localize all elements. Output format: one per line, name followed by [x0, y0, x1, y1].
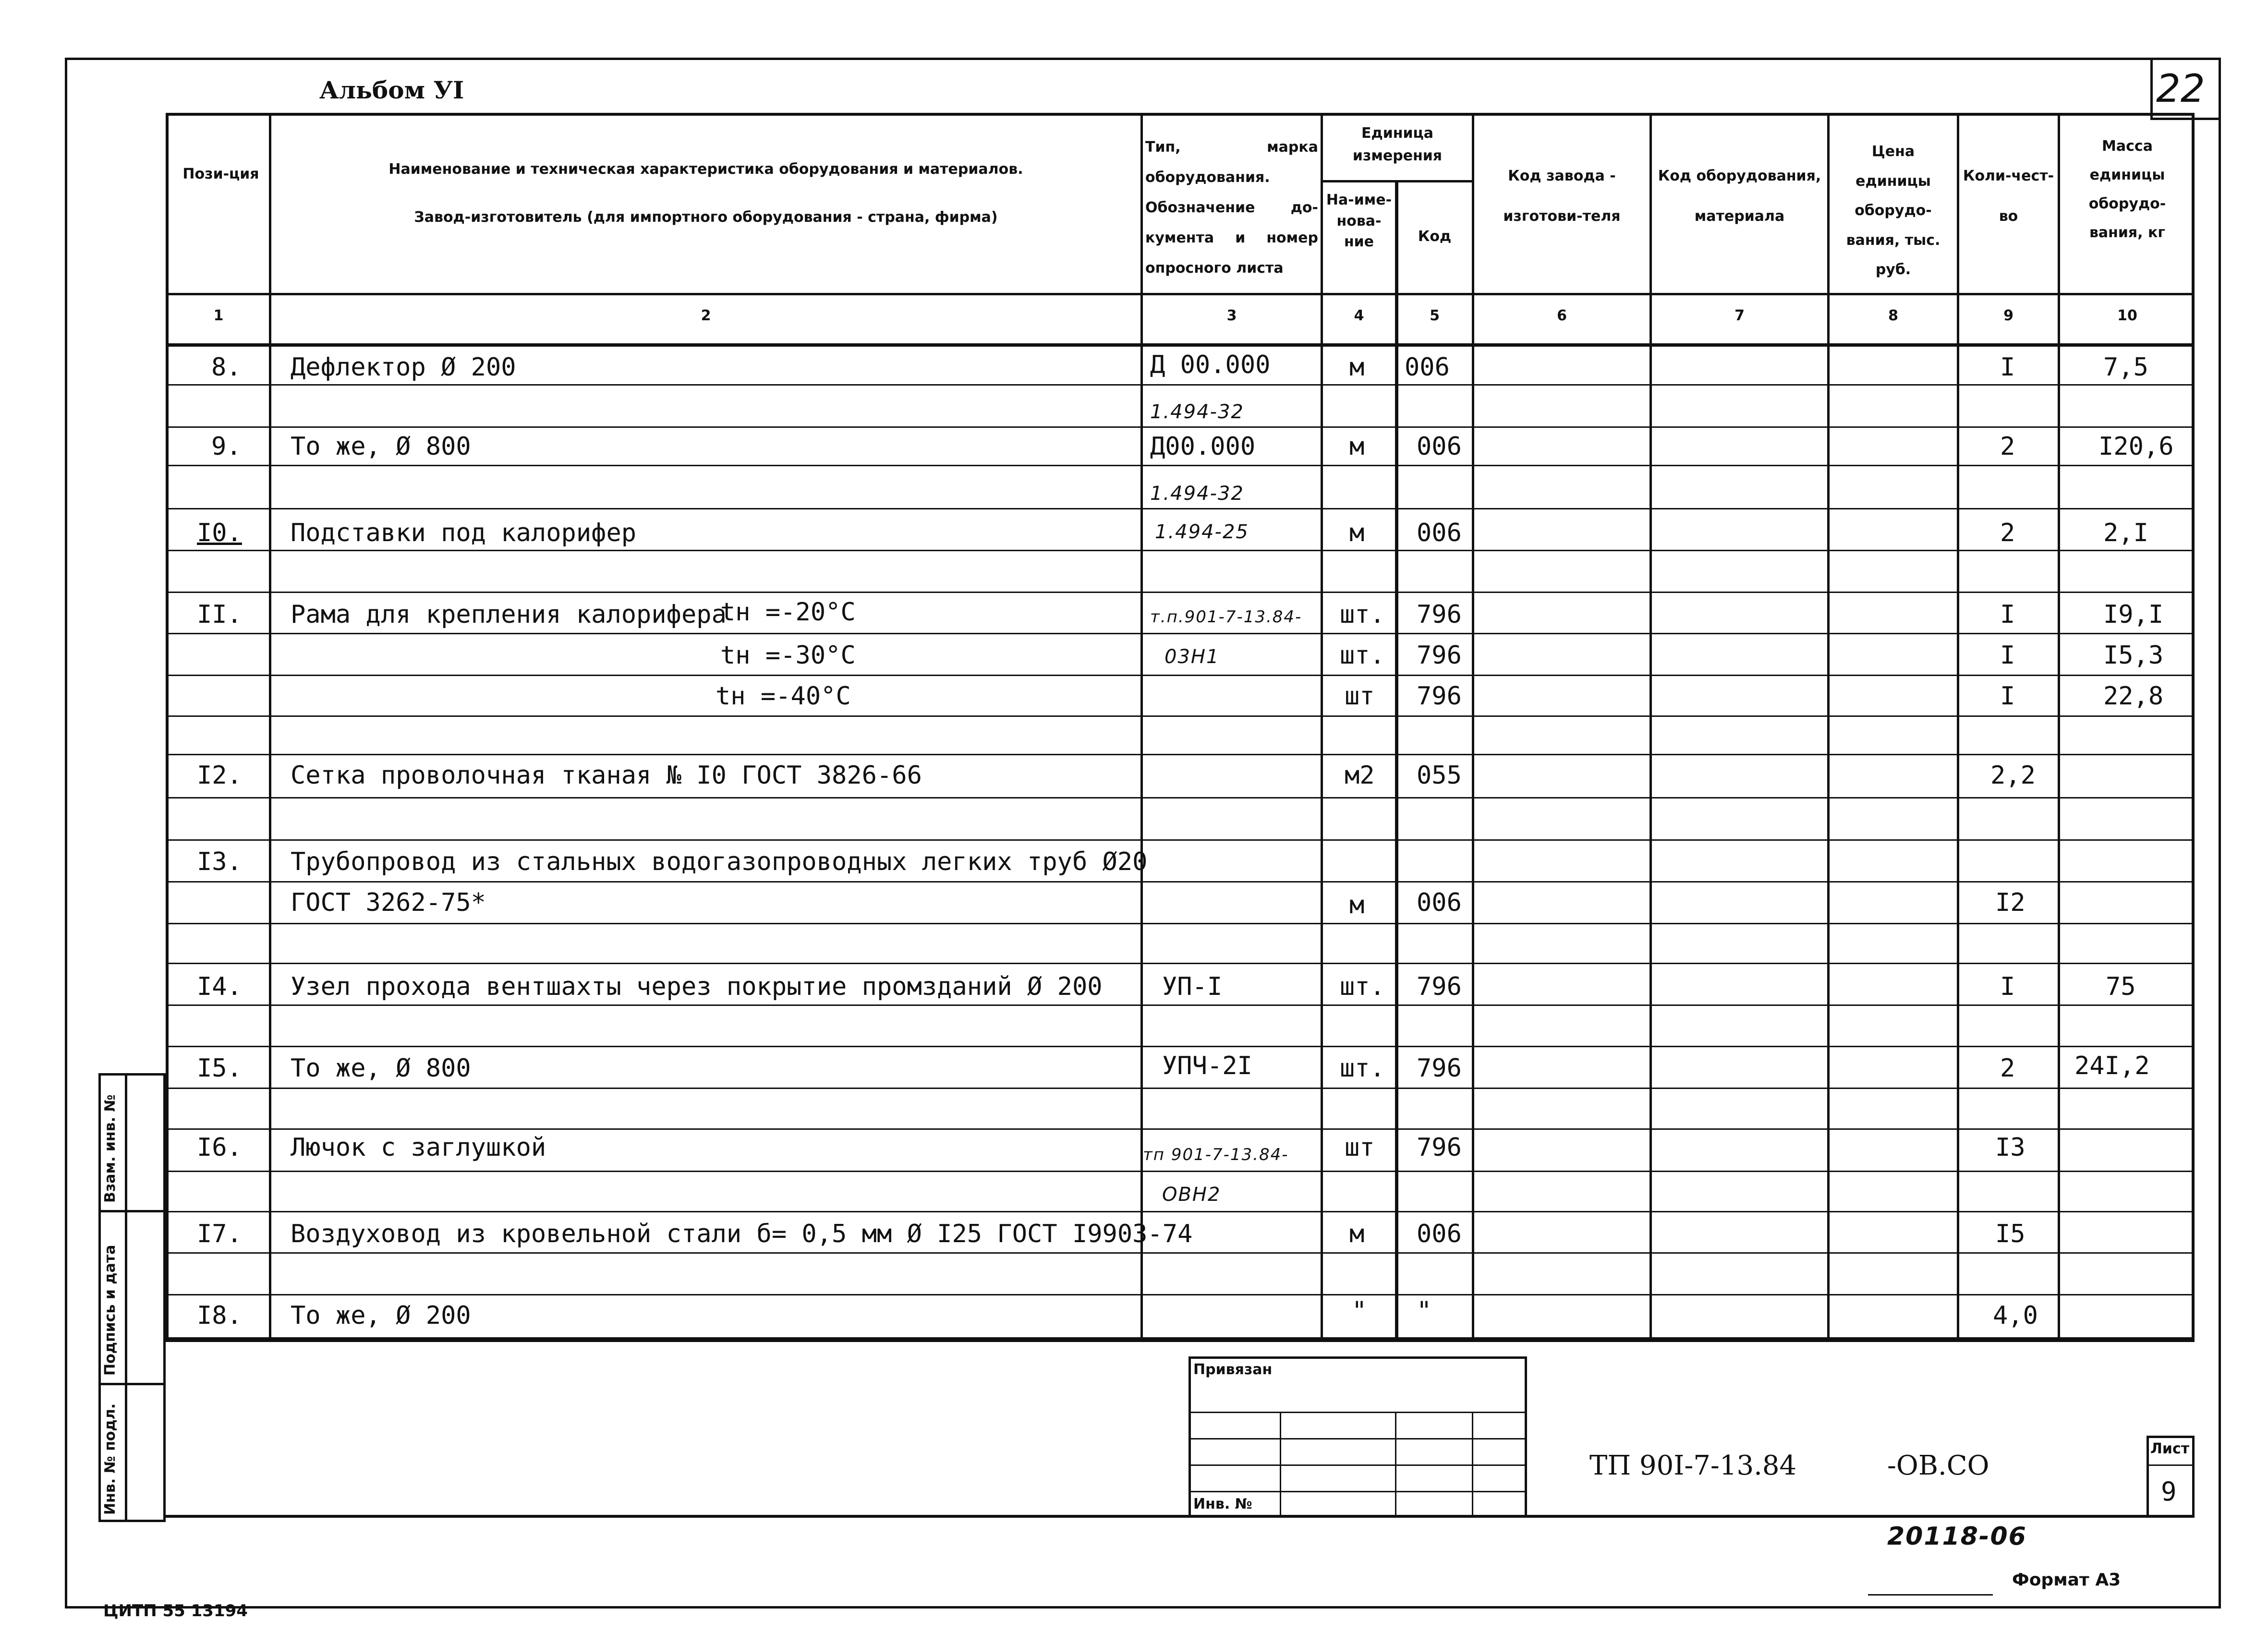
row-type: 1.494-25	[1155, 521, 1249, 543]
col-line-5	[1472, 113, 1474, 1340]
privyazan-line	[1189, 1412, 1527, 1413]
header-mass: Масса единицы оборудо-вания, кг	[2088, 138, 2166, 241]
row-pos: I7.	[197, 1220, 242, 1248]
row-temp: tн =-20°С	[720, 598, 856, 627]
row-line	[166, 675, 2195, 676]
row-unit: шт	[1345, 682, 1375, 711]
row-line	[166, 963, 2195, 964]
side-stamp-line	[98, 1210, 166, 1212]
col-line-4	[1395, 180, 1398, 1340]
row-line	[166, 1088, 2195, 1089]
row-pos: 8.	[211, 353, 242, 382]
row-type: 1.494-32	[1150, 401, 1244, 423]
row-line	[166, 1294, 2195, 1295]
row-type: Д 00.000	[1150, 351, 1271, 379]
row-unit: шт.	[1340, 1054, 1385, 1083]
row-name: Лючок с заглушкой	[291, 1133, 546, 1162]
colnum-9: 9	[2003, 307, 2013, 324]
row-temp: tн =-30°С	[720, 641, 856, 670]
row-code: 796	[1417, 1054, 1462, 1083]
row-type: 1.494-32	[1150, 483, 1244, 505]
row-line	[166, 1128, 2195, 1130]
row-pos: I4.	[197, 972, 242, 1001]
row-line	[166, 1046, 2195, 1047]
row-mass: I5,3	[2103, 641, 2164, 670]
sheet-corner-number: 22	[2156, 66, 2205, 111]
row-pos: I6.	[197, 1133, 242, 1162]
colnum-2: 2	[701, 307, 711, 324]
row-line	[166, 754, 2195, 755]
colnum-3: 3	[1226, 307, 1237, 324]
footer-dash	[1868, 1594, 1993, 1596]
colnum-5: 5	[1430, 307, 1440, 324]
privyazan-line	[1189, 1438, 1527, 1439]
row-line	[166, 923, 2195, 924]
row-line	[166, 1211, 2195, 1212]
side-label-vzam: Взам. инв. №	[102, 1094, 119, 1203]
row-mass: 75	[2106, 972, 2136, 1001]
row-pos: I0.	[197, 519, 242, 547]
row-type: Д00.000	[1150, 432, 1256, 461]
unit-subheader-line	[1321, 180, 1472, 182]
row-name: Рама для крепления калорифера	[291, 600, 727, 629]
header-equip-code: Код оборудования, материала	[1658, 168, 1821, 225]
header-name-line1: Наименование и техническая характеристика оборудования и материалов.	[388, 161, 1023, 178]
row-name: Сетка проволочная тканая № I0 ГОСТ 3826-66	[291, 761, 922, 790]
row-mass: I9,I	[2103, 600, 2164, 629]
row-name: То же, Ø 200	[291, 1301, 471, 1330]
header-unit: Единица измерения	[1352, 125, 1443, 164]
colnum-10: 10	[2117, 307, 2137, 324]
row-line	[166, 384, 2195, 386]
row-qty: I	[2000, 641, 2015, 670]
row-pos: I3.	[197, 847, 242, 876]
row-mass: I20,6	[2098, 432, 2174, 461]
list-box-divider	[2147, 1464, 2195, 1466]
colnum-bottom-line	[166, 343, 2195, 347]
row-line	[166, 1004, 2195, 1006]
row-line	[166, 1171, 2195, 1172]
row-name: Трубопровод из стальных водогазопроводных легких труб Ø20	[291, 847, 1148, 876]
row-unit: "	[1352, 1296, 1367, 1325]
row-code: 796	[1417, 1133, 1462, 1162]
row-line	[166, 839, 2195, 841]
privyazan-col	[1280, 1412, 1281, 1517]
header-name-line2: Завод-изготовитель (для импортного оборудования - страна, фирма)	[414, 209, 998, 226]
privyazan-line	[1189, 1491, 1527, 1492]
header-type: Тип, марка оборудования. Обозначение до-кумента и номер опросного листа	[1145, 139, 1318, 277]
row-name: ГОСТ 3262-75*	[291, 888, 486, 917]
table-rows-bottom	[166, 1337, 2195, 1340]
row-unit: шт.	[1340, 600, 1385, 629]
row-pos: I2.	[197, 761, 242, 790]
row-qty: 2	[2000, 1054, 2015, 1083]
row-mass: 7,5	[2103, 353, 2148, 382]
row-name: То же, Ø 800	[291, 1054, 471, 1083]
row-mass: 22,8	[2103, 682, 2164, 711]
row-code: 006	[1417, 1220, 1462, 1248]
row-line	[166, 881, 2195, 883]
inv-no-label: Инв. №	[1193, 1496, 1252, 1512]
privyazan-col	[1395, 1412, 1396, 1517]
row-mass: 2,I	[2103, 519, 2148, 547]
row-code: 055	[1417, 761, 1462, 790]
row-type: тп 901-7-13.84-	[1143, 1145, 1289, 1164]
row-code: 006	[1417, 888, 1462, 917]
row-qty: 4,0	[1993, 1301, 2038, 1330]
row-unit: м2	[1345, 761, 1375, 790]
row-unit: м	[1349, 519, 1365, 547]
side-label-podpis: Подпись и дата	[102, 1245, 119, 1376]
colnum-6: 6	[1557, 307, 1567, 324]
row-type: т.п.901-7-13.84-	[1150, 607, 1302, 627]
row-line	[166, 633, 2195, 634]
col-line-6	[1649, 113, 1652, 1340]
row-unit: м	[1349, 353, 1365, 382]
row-code: 796	[1417, 682, 1462, 711]
row-temp: tн =-40°С	[716, 682, 851, 711]
side-label-inv: Инв. № подл.	[102, 1403, 119, 1515]
row-type: 03Н1	[1164, 646, 1220, 668]
col-line-7	[1827, 113, 1830, 1340]
row-line	[166, 1252, 2195, 1254]
row-code: 796	[1417, 641, 1462, 670]
row-name: Дефлектор Ø 200	[291, 353, 516, 382]
colnum-7: 7	[1734, 307, 1745, 324]
row-qty: I5	[1995, 1220, 2025, 1248]
header-unit-name: На-име-нова-ние	[1326, 192, 1392, 250]
row-type: ОВН2	[1162, 1184, 1221, 1206]
row-name: То же, Ø 800	[291, 432, 471, 461]
row-type: УП-I	[1162, 972, 1223, 1001]
row-line	[166, 592, 2195, 593]
row-name: Подставки под калорифер	[291, 519, 637, 547]
colnum-4: 4	[1354, 307, 1364, 324]
row-qty: 2	[2000, 432, 2015, 461]
footer-code: ЦИТП 55 13194	[103, 1601, 248, 1621]
header-price: Цена единицы оборудо-вания, тыс. руб.	[1846, 143, 1941, 278]
header-qty: Коли-чест-во	[1963, 168, 2054, 225]
side-stamp-line	[98, 1383, 166, 1385]
row-code: "	[1417, 1296, 1432, 1325]
col-line-9	[2058, 113, 2060, 1340]
row-qty: I3	[1995, 1133, 2025, 1162]
row-line	[166, 797, 2195, 798]
privyazan-box	[1189, 1356, 1527, 1517]
row-qty: I2	[1995, 888, 2025, 917]
colnum-8: 8	[1888, 307, 1898, 324]
row-line	[166, 426, 2195, 428]
format-label: Формат А3	[2012, 1570, 2121, 1590]
stamp-bottom-line	[166, 1515, 2195, 1518]
row-code: 006	[1417, 519, 1462, 547]
row-mass: 24I,2	[2074, 1052, 2150, 1080]
row-unit: шт	[1345, 1133, 1375, 1162]
row-line	[166, 465, 2195, 466]
row-qty: 2,2	[1990, 761, 2036, 790]
row-code: 796	[1417, 600, 1462, 629]
doc-suffix: -ОВ.СО	[1887, 1450, 1989, 1481]
list-number: 9	[2161, 1476, 2177, 1507]
row-code: 006	[1417, 432, 1462, 461]
album-title: Альбом УI	[319, 76, 464, 104]
row-name: Узел прохода вентшахты через покрытие промзданий Ø 200	[291, 972, 1103, 1001]
row-qty: 2	[2000, 519, 2015, 547]
row-type: УПЧ-2I	[1162, 1052, 1252, 1080]
row-qty: I	[2000, 353, 2015, 382]
row-unit: м	[1349, 1220, 1365, 1248]
header-pos: Пози-ция	[182, 166, 259, 182]
doc-code: ТП 90I-7-13.84	[1589, 1450, 1797, 1481]
row-code: 006	[1405, 353, 1450, 382]
row-pos: I5.	[197, 1054, 242, 1083]
archive-number: 20118-06	[1887, 1522, 2027, 1551]
row-unit: шт.	[1340, 641, 1385, 670]
col-line-8	[1957, 113, 1959, 1340]
row-unit: м	[1349, 432, 1365, 461]
privyazan-label: Привязан	[1193, 1361, 1273, 1378]
row-name: Воздуховод из кровельной стали б= 0,5 мм Ø I25 ГОСТ I9903-74	[291, 1220, 1193, 1248]
row-qty: I	[2000, 972, 2015, 1001]
row-pos: II.	[197, 600, 242, 629]
col-line-1	[269, 113, 271, 1340]
row-pos: I8.	[197, 1301, 242, 1330]
header-bottom-line	[166, 293, 2195, 295]
row-pos: 9.	[211, 432, 242, 461]
header-unit-code: Код	[1418, 228, 1452, 245]
privyazan-line	[1189, 1464, 1527, 1466]
side-stamp-divider	[125, 1073, 127, 1522]
row-line	[166, 508, 2195, 509]
header-mfr-code: Код завода - изготови-теля	[1503, 168, 1621, 225]
row-line	[166, 550, 2195, 551]
colnum-1: 1	[213, 307, 224, 324]
list-label: Лист	[2150, 1440, 2190, 1457]
row-unit: м	[1349, 891, 1365, 919]
col-line-3	[1321, 113, 1323, 1340]
row-line	[166, 715, 2195, 717]
row-qty: I	[2000, 682, 2015, 711]
privyazan-col	[1472, 1412, 1473, 1517]
row-unit: шт.	[1340, 972, 1385, 1001]
row-qty: I	[2000, 600, 2015, 629]
row-code: 796	[1417, 972, 1462, 1001]
